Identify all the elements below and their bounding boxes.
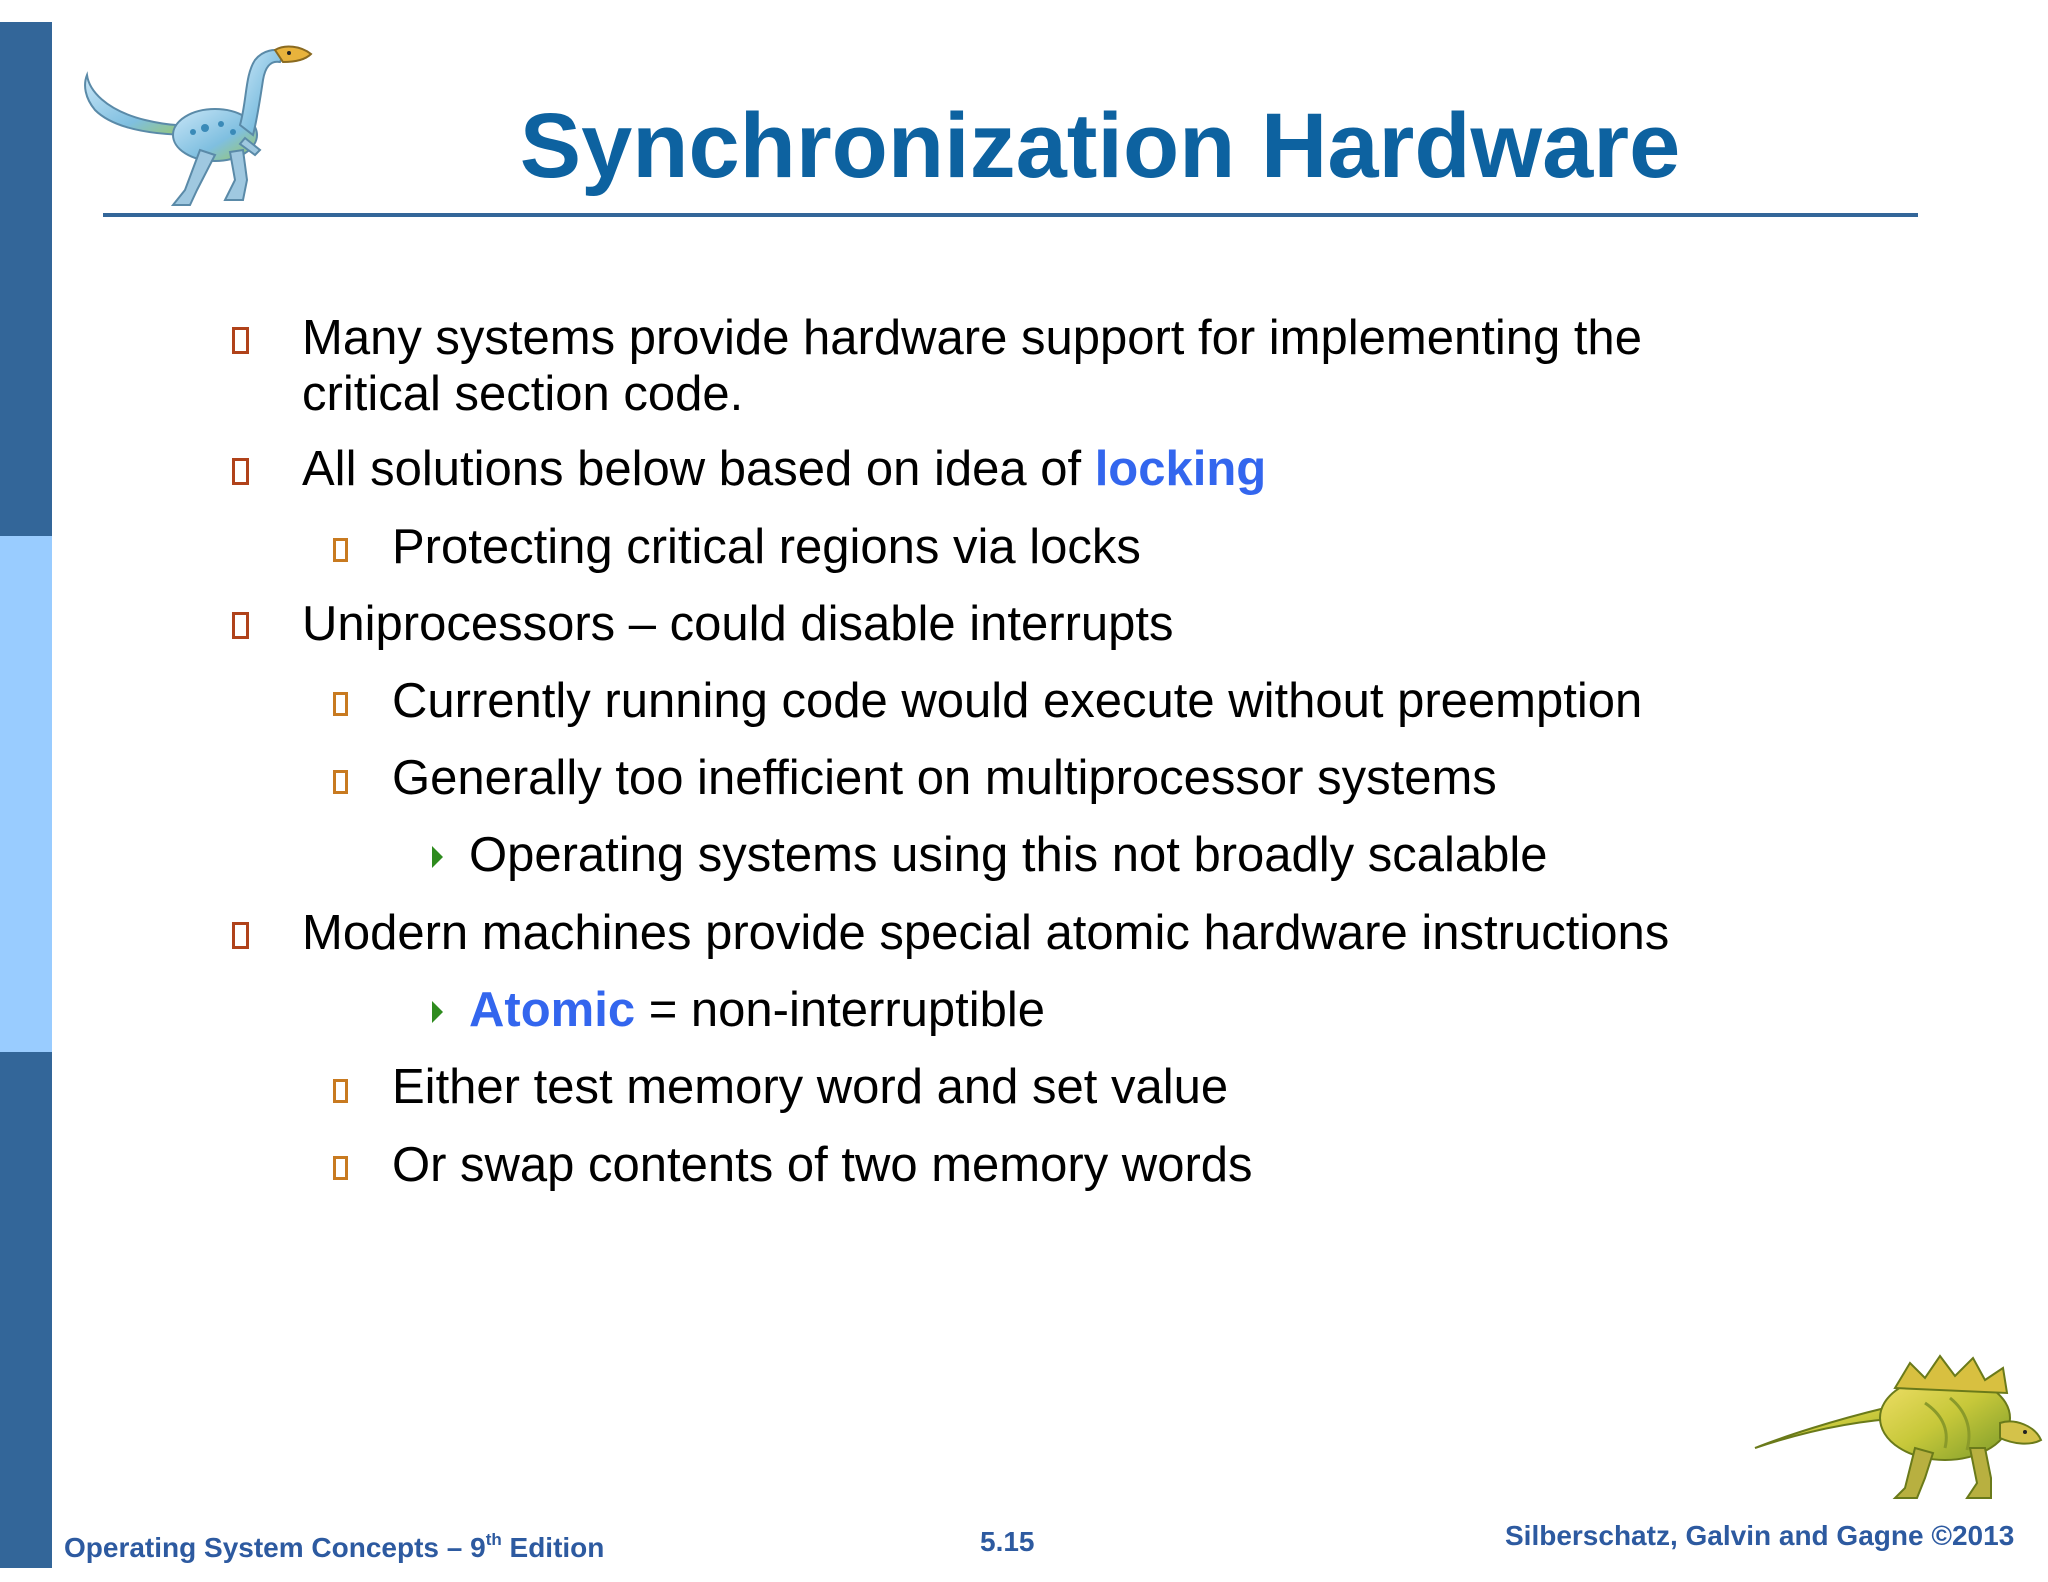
bullet-text-plain: All solutions below based on idea of bbox=[302, 442, 1095, 496]
bullet-square-icon bbox=[333, 770, 348, 794]
bullet-text: Modern machines provide special atomic hardware instructions bbox=[302, 906, 1670, 960]
bullet-triangle-icon bbox=[432, 846, 443, 868]
bullet-square-icon bbox=[232, 458, 249, 485]
bullet-square-icon bbox=[333, 1079, 348, 1103]
bullet-text bbox=[469, 982, 1045, 1038]
bullet-triangle-icon bbox=[432, 1001, 443, 1023]
bullet-text-plain: = non-interruptible bbox=[635, 983, 1046, 1037]
bullet-text: Or swap contents of two memory words bbox=[392, 1138, 1253, 1192]
footer-book-suffix: Edition bbox=[501, 1532, 605, 1563]
footer-book-sup: th bbox=[485, 1530, 502, 1549]
bullet-square-icon bbox=[333, 1156, 348, 1180]
footer-book-prefix: Operating System Concepts – 9 bbox=[64, 1532, 486, 1563]
bullet-text: critical section code. bbox=[302, 367, 744, 421]
bullet-square-icon bbox=[333, 692, 348, 716]
bullet-text: Many systems provide hardware support for implementing the bbox=[302, 311, 1642, 365]
bullet-square-icon bbox=[232, 612, 249, 639]
footer-page-number: 5.15 bbox=[980, 1526, 1035, 1557]
bullet-text: Either test memory word and set value bbox=[392, 1060, 1229, 1114]
bullet-square-icon bbox=[333, 538, 348, 562]
bullet-text: Uniprocessors – could disable interrupts bbox=[302, 597, 1174, 651]
footer-book-title bbox=[64, 1530, 604, 1564]
bullet-square-icon bbox=[232, 327, 249, 354]
highlight-term: locking bbox=[1094, 442, 1267, 496]
slide-title: Synchronization Hardware bbox=[519, 95, 1681, 197]
bullet-text: Protecting critical regions via locks bbox=[392, 520, 1141, 574]
bullet-text: Currently running code would execute without preemption bbox=[392, 674, 1643, 728]
bullet-square-icon bbox=[232, 922, 249, 949]
highlight-term: Atomic bbox=[469, 983, 636, 1037]
bullet-text: Operating systems using this not broadly scalable bbox=[469, 828, 1548, 882]
dinosaur-icon bbox=[1745, 1348, 2045, 1508]
footer-copyright: Silberschatz, Galvin and Gagne ©2013 bbox=[1505, 1520, 2015, 1551]
bullet-text: Generally too inefficient on multiprocessor systems bbox=[392, 751, 1497, 805]
bullet-text bbox=[302, 441, 1266, 497]
